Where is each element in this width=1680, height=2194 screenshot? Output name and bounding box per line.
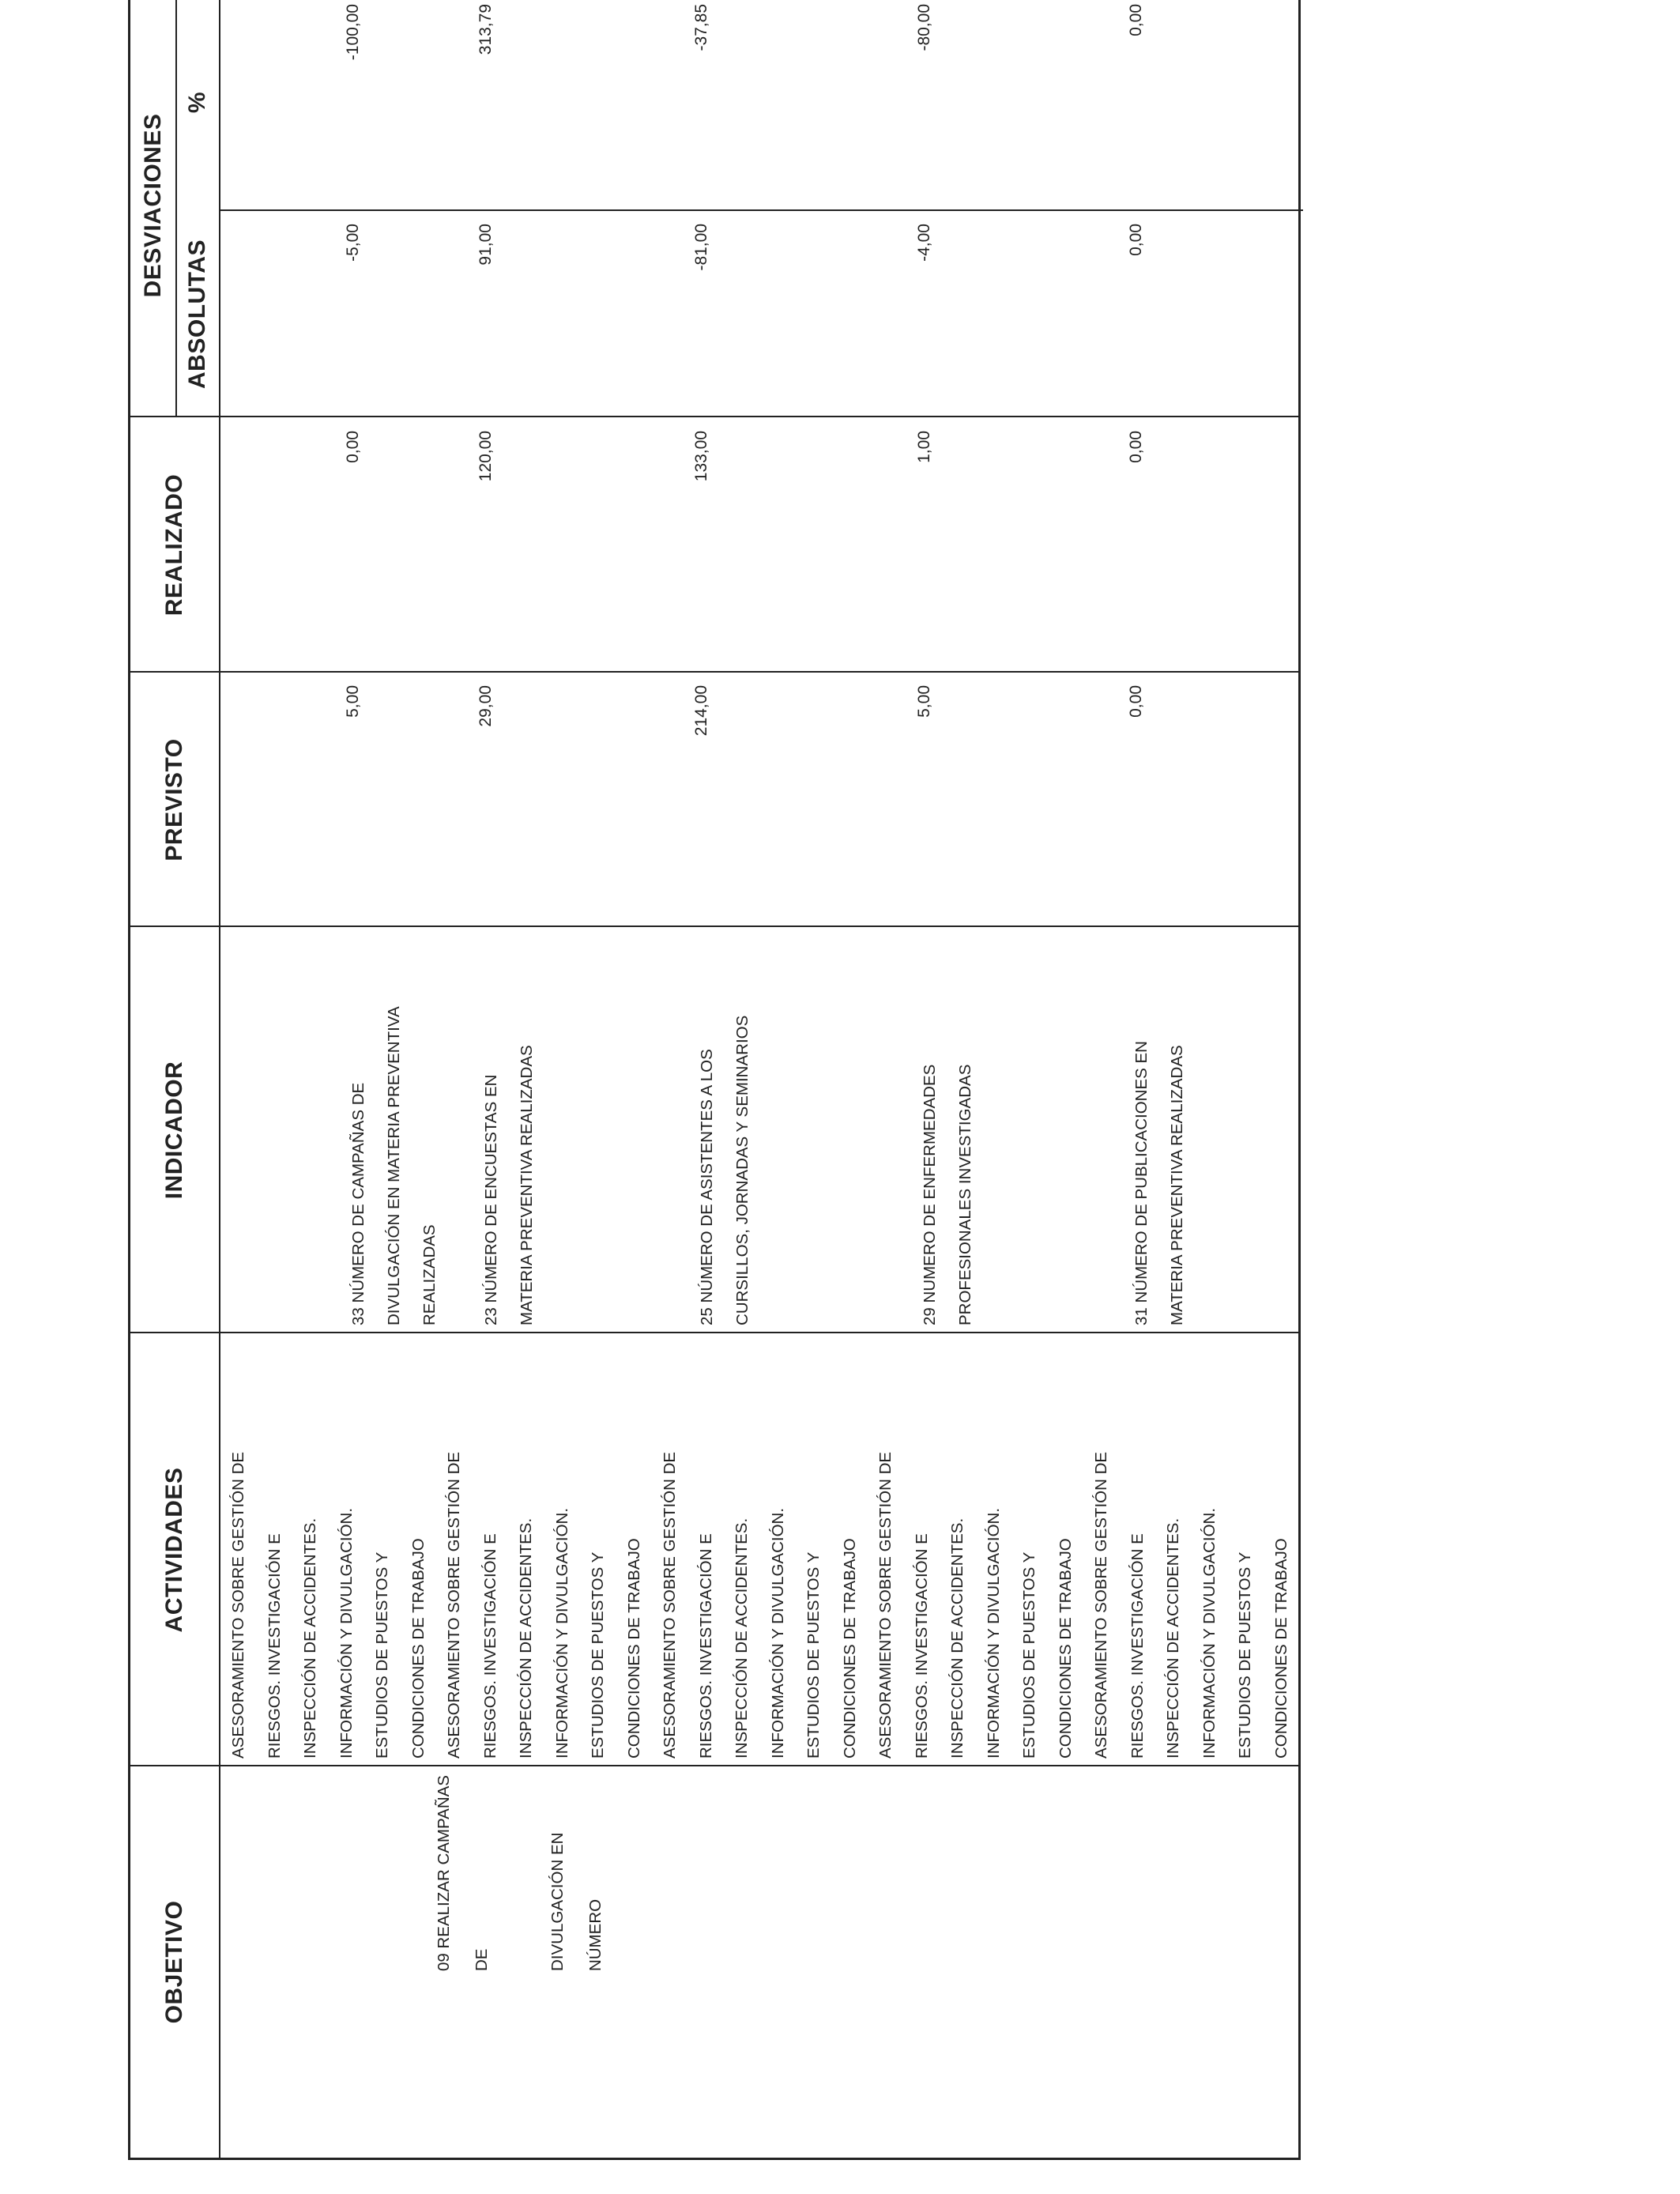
col-divider: [130, 1765, 1298, 1766]
actividad-line: ASESORAMIENTO SOBRE GESTIÓN DE: [445, 1451, 463, 1759]
actividad-line: ASESORAMIENTO SOBRE GESTIÓN DE: [661, 1451, 679, 1759]
indicador-line: 29 NUMERO DE ENFERMEDADES: [921, 1064, 939, 1325]
actividad-line: RIESGOS. INVESTIGACIÓN E: [1128, 1533, 1147, 1759]
actividad-line: ASESORAMIENTO SOBRE GESTIÓN DE: [876, 1451, 895, 1759]
actividad-line: CONDICIONES DE TRABAJO: [840, 1538, 859, 1759]
results-table: [128, 0, 1301, 2160]
header-objetivo: OBJETIVO: [161, 1900, 187, 2024]
actividad-line: RIESGOS. INVESTIGACIÓN E: [912, 1533, 931, 1759]
actividad-line: INFORMACIÓN Y DIVULGACIÓN.: [337, 1507, 356, 1759]
absolutas-value: 0,00: [1127, 224, 1145, 256]
porcentaje-value: -80,00: [915, 4, 933, 51]
porcentaje-value: 313,79: [477, 4, 495, 55]
previsto-value: 0,00: [1127, 685, 1145, 718]
previsto-value: 214,00: [692, 685, 710, 737]
indicador-line: 33 NÚMERO DE CAMPAÑAS DE: [349, 1082, 367, 1325]
actividad-line: ASESORAMIENTO SOBRE GESTIÓN DE: [229, 1451, 247, 1759]
actividad-line: CONDICIONES DE TRABAJO: [409, 1538, 428, 1759]
actividad-line: RIESGOS. INVESTIGACIÓN E: [480, 1533, 499, 1759]
indicador-line: PROFESIONALES INVESTIGADAS: [956, 1064, 974, 1325]
indicador-line: 25 NÚMERO DE ASISTENTES A LOS: [698, 1049, 716, 1325]
col-divider: [130, 925, 1298, 927]
actividad-line: RIESGOS. INVESTIGACIÓN E: [265, 1533, 284, 1759]
actividad-line: INFORMACIÓN Y DIVULGACIÓN.: [552, 1507, 571, 1759]
col-divider: [130, 416, 1298, 417]
realizado-value: 0,00: [344, 431, 362, 463]
actividad-line: CONDICIONES DE TRABAJO: [624, 1538, 643, 1759]
porcentaje-value: -100,00: [344, 4, 362, 61]
realizado-value: 1,00: [915, 431, 933, 463]
actividad-line: CONDICIONES DE TRABAJO: [1056, 1538, 1075, 1759]
objetivo-line: 09 REALIZAR CAMPAÑAS DE: [435, 1775, 491, 1971]
actividad-line: INFORMACIÓN Y DIVULGACIÓN.: [1200, 1507, 1219, 1759]
col-divider: [130, 1332, 1298, 1333]
actividad-line: CONDICIONES DE TRABAJO: [1271, 1538, 1290, 1759]
indicador-line: DIVULGACIÓN EN MATERIA PREVENTIVA: [385, 1006, 403, 1325]
objetivo-text: [387, 1766, 653, 1971]
actividad-line: INSPECCIÓN DE ACCIDENTES.: [733, 1517, 751, 1759]
header-previsto: PREVISTO: [161, 738, 187, 861]
absolutas-value: -5,00: [344, 224, 362, 262]
indicador-line: MATERIA PREVENTIVA REALIZADAS: [1168, 1045, 1186, 1325]
porcentaje-value: 0,00: [1127, 4, 1145, 36]
absolutas-value: -81,00: [692, 224, 710, 271]
actividad-line: INFORMACIÓN Y DIVULGACIÓN.: [984, 1507, 1003, 1759]
header-absolutas: ABSOLUTAS: [183, 239, 210, 389]
actividad-line: INSPECCIÓN DE ACCIDENTES.: [301, 1517, 319, 1759]
realizado-value: 0,00: [1127, 431, 1145, 463]
actividad-line: ESTUDIOS DE PUESTOS Y: [589, 1551, 607, 1759]
realizado-value: 133,00: [692, 431, 710, 482]
indicador-line: CURSILLOS, JORNADAS Y SEMINARIOS: [733, 1015, 751, 1325]
actividad-line: INFORMACIÓN Y DIVULGACIÓN.: [768, 1507, 787, 1759]
absolutas-value: -4,00: [915, 224, 933, 262]
actividad-line: INSPECCIÓN DE ACCIDENTES.: [517, 1517, 535, 1759]
realizado-value: 120,00: [477, 431, 495, 482]
actividad-line: ASESORAMIENTO SOBRE GESTIÓN DE: [1092, 1451, 1110, 1759]
actividad-line: ESTUDIOS DE PUESTOS Y: [373, 1551, 391, 1759]
previsto-value: 5,00: [344, 685, 362, 718]
indicador-line: MATERIA PREVENTIVA REALIZADAS: [518, 1045, 536, 1325]
header-indicador: INDICADOR: [161, 1061, 187, 1200]
indicador-line: REALIZADAS: [420, 1224, 439, 1325]
header-actividades: ACTIVIDADES: [161, 1467, 187, 1633]
objetivo-line: DIVULGACIÓN EN NÚMERO: [548, 1832, 605, 1971]
header-divider: [219, 0, 220, 2158]
indicador-line: 31 NÚMERO DE PUBLICACIONES EN: [1132, 1041, 1151, 1325]
indicador-line: 23 NÚMERO DE ENCUESTAS EN: [482, 1074, 500, 1325]
actividad-line: INSPECCIÓN DE ACCIDENTES.: [948, 1517, 966, 1759]
header-desviaciones: DESVIACIONES: [139, 113, 166, 298]
header-porcentaje: %: [183, 91, 210, 114]
actividad-line: RIESGOS. INVESTIGACIÓN E: [696, 1533, 715, 1759]
col-divider: [130, 671, 1298, 673]
actividad-line: ESTUDIOS DE PUESTOS Y: [1236, 1551, 1254, 1759]
header-realizado: REALIZADO: [161, 473, 187, 616]
col-divider: [219, 209, 1303, 211]
actividad-line: ESTUDIOS DE PUESTOS Y: [804, 1551, 823, 1759]
previsto-value: 5,00: [915, 685, 933, 718]
porcentaje-value: -37,85: [692, 4, 710, 51]
actividad-line: INSPECCIÓN DE ACCIDENTES.: [1164, 1517, 1182, 1759]
previsto-value: 29,00: [477, 685, 495, 727]
absolutas-value: 91,00: [477, 224, 495, 266]
actividad-line: ESTUDIOS DE PUESTOS Y: [1020, 1551, 1038, 1759]
